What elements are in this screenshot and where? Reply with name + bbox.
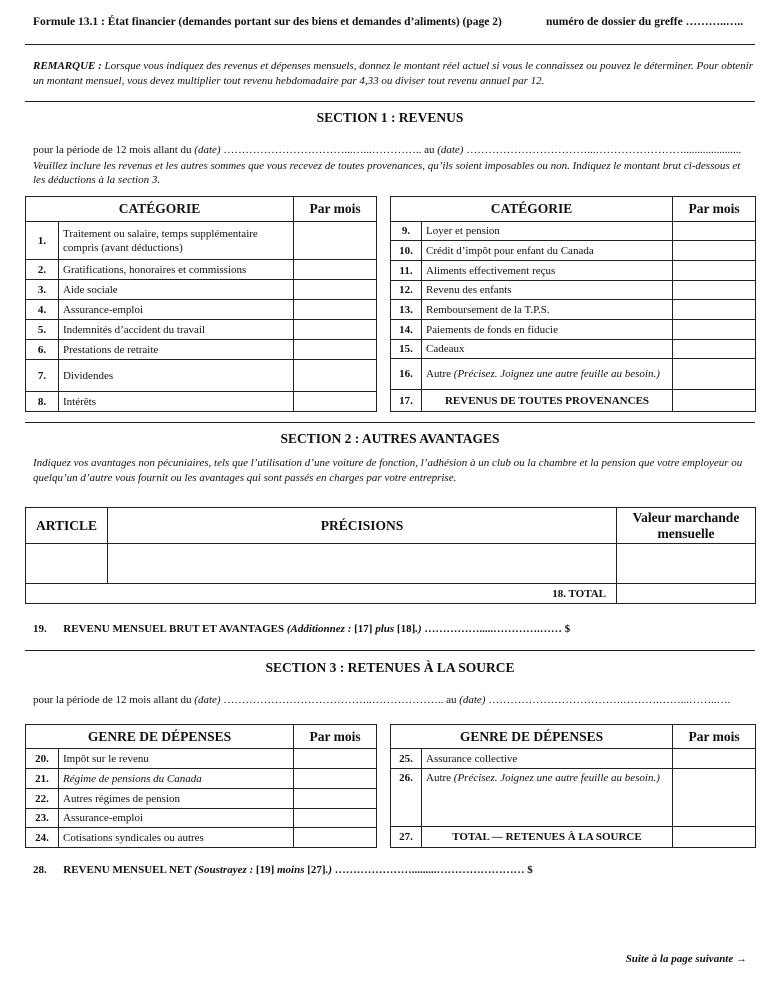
row-number: 9. xyxy=(391,222,422,241)
income-table-left xyxy=(25,196,377,412)
line-28-amount-field[interactable]: ………………….........…………………… $ xyxy=(332,864,533,876)
row-number: 8. xyxy=(26,392,59,412)
per-month-field[interactable] xyxy=(294,340,377,360)
per-month-field[interactable] xyxy=(294,769,377,789)
row-number: 15. xyxy=(391,340,422,359)
per-month-field[interactable] xyxy=(294,809,377,828)
section1-instructions: Veuillez inclure les revenus et les autres sommes que vous recevez de toutes provenances, qu’ils soient imposables ou non. Indiquez le montant brut ci-dessous et les déductions à la section 3. xyxy=(33,160,741,186)
table-row xyxy=(391,749,756,769)
remark-paragraph xyxy=(33,59,753,89)
ref-19: [19] xyxy=(255,864,275,876)
section2-instructions: Indiquez vos avantages non pécuniaires, tels que l’utilisation d’une voiture de fonction, l’adhésion à un club ou la chambre et la pension que votre employeur ou quelqu’un d’autre vous fournit ou les avantages qui sont passés en charges par votre entreprise. xyxy=(33,457,743,484)
row-label: Paiements de fonds en fiducie xyxy=(422,320,673,340)
per-month-field[interactable] xyxy=(294,222,377,260)
period-label: pour la période de 12 mois allant du xyxy=(33,694,192,706)
line-19-number: 19. xyxy=(33,623,47,635)
row-label xyxy=(422,359,673,390)
income-table-right xyxy=(390,196,756,412)
court-file-number[interactable]: numéro de dossier du greffe ………..….. xyxy=(546,16,744,28)
deductions-table-right xyxy=(390,724,756,848)
date-label: (date) xyxy=(194,694,221,706)
section2-title: SECTION 2 : AUTRES AVANTAGES xyxy=(280,431,500,446)
row-label: Crédit d’impôt pour enfant du Canada xyxy=(422,241,673,261)
remark-text: Lorsque vous indiquez des revenus et dépenses mensuels, donnez le montant réel actuel si vous le connaissez ou pouvez le déterminer. Pour obtenir un montant mensuel, vous devez multiplier tout revenu hebdomadaire par 4,33 ou diviser tout revenu annuel par 12. xyxy=(33,60,754,87)
row-number: 14. xyxy=(391,320,422,340)
per-month-field[interactable] xyxy=(294,300,377,320)
table-row xyxy=(391,300,756,320)
row-number: 13. xyxy=(391,300,422,320)
date-from-field[interactable]: …………………………………..……………….. xyxy=(220,694,447,706)
table-row xyxy=(26,749,377,769)
per-month-field[interactable] xyxy=(673,241,756,261)
per-month-field[interactable] xyxy=(673,827,756,848)
per-month-field[interactable] xyxy=(294,320,377,340)
deductions-table-left xyxy=(25,724,377,848)
row-label: Cotisations syndicales ou autres xyxy=(59,828,294,848)
row-number: 23. xyxy=(26,809,59,828)
ref-17: [17] xyxy=(354,623,373,635)
table-row xyxy=(391,222,756,241)
col-expense-type: GENRE DE DÉPENSES xyxy=(391,725,673,749)
row-label: Assurance-emploi xyxy=(59,809,294,828)
col-per-month: Par mois xyxy=(673,197,756,222)
to-label: au xyxy=(424,144,435,156)
table-row xyxy=(26,828,377,848)
row-label: Régime de pensions du Canada xyxy=(59,769,294,789)
per-month-field[interactable] xyxy=(673,261,756,281)
per-month-field[interactable] xyxy=(673,281,756,300)
minus-word: moins xyxy=(276,864,305,876)
col-category: CATÉGORIE xyxy=(391,197,673,222)
table-row xyxy=(26,769,377,789)
ref-18: [18] xyxy=(396,623,416,635)
period-label: pour la période de 12 mois allant du xyxy=(33,144,192,156)
col-expense-type: GENRE DE DÉPENSES xyxy=(26,725,294,749)
per-month-field[interactable] xyxy=(673,359,756,390)
table-row xyxy=(26,260,377,280)
table-row xyxy=(26,392,377,412)
row-label: Revenu des enfants xyxy=(422,281,673,300)
table-row xyxy=(391,261,756,281)
line-28-number: 28. xyxy=(33,864,47,876)
row-label: Gratifications, honoraires et commissions xyxy=(59,260,294,280)
total-18-field[interactable] xyxy=(617,584,756,604)
label-text: Autre xyxy=(426,772,454,784)
table-row xyxy=(26,789,377,809)
table-row xyxy=(391,340,756,359)
row-number: 17. xyxy=(391,390,422,412)
line-19-amount-field[interactable]: …………….....………….…… $ xyxy=(421,623,571,635)
per-month-field[interactable] xyxy=(673,390,756,412)
table-row xyxy=(391,827,756,848)
per-month-field[interactable] xyxy=(673,320,756,340)
table-row xyxy=(26,809,377,828)
table-row xyxy=(391,320,756,340)
row-label: Remboursement de la T.P.S. xyxy=(422,300,673,320)
per-month-field[interactable] xyxy=(294,260,377,280)
row-label: Cadeaux xyxy=(422,340,673,359)
row-number: 5. xyxy=(26,320,59,340)
col-details: PRÉCISIONS xyxy=(108,508,617,544)
per-month-field[interactable] xyxy=(294,789,377,809)
per-month-field[interactable] xyxy=(294,280,377,300)
row-number: 25. xyxy=(391,749,422,769)
form-title: Formule 13.1 : État financier (demandes portant sur des biens et demandes d’aliments) (page 2) xyxy=(33,16,502,28)
table-row xyxy=(26,360,377,392)
row-label: REVENUS DE TOUTES PROVENANCES xyxy=(422,390,673,412)
row-label: Intérêts xyxy=(59,392,294,412)
date-from-field[interactable]: ……………………………...…...………….. xyxy=(220,144,425,156)
label-note: (Précisez. Joignez une autre feuille au besoin.) xyxy=(453,367,660,380)
table-row xyxy=(26,320,377,340)
date-to-field[interactable]: ……………………………….……….……...……..…. xyxy=(485,694,731,706)
row-label: Assurance-emploi xyxy=(59,300,294,320)
table-row xyxy=(391,390,756,412)
formula-end: .) xyxy=(415,623,422,635)
to-label: au xyxy=(446,694,457,706)
row-number: 10. xyxy=(391,241,422,261)
date-label: (date) xyxy=(194,144,221,156)
section1-period[interactable] xyxy=(33,144,741,156)
row-number: 12. xyxy=(391,281,422,300)
market-value-field[interactable] xyxy=(617,544,756,584)
date-to-field[interactable]: ……………………………...……………………..................... xyxy=(463,144,742,156)
table-row xyxy=(391,359,756,390)
section3-period[interactable] xyxy=(33,694,730,706)
line-19-label: REVENU MENSUEL BRUT ET AVANTAGES xyxy=(63,623,285,635)
line-28-label: REVENU MENSUEL NET xyxy=(63,864,192,876)
row-label: Indemnités d’accident du travail xyxy=(59,320,294,340)
col-market-value: Valeur marchande mensuelle xyxy=(617,508,756,544)
formula-text: (Additionnez : xyxy=(286,623,352,635)
table-row xyxy=(26,340,377,360)
col-per-month: Par mois xyxy=(294,197,377,222)
row-number: 2. xyxy=(26,260,59,280)
row-number: 7. xyxy=(26,360,59,392)
total-18-label: 18. TOTAL xyxy=(26,584,617,604)
row-label: Prestations de retraite xyxy=(59,340,294,360)
table-row xyxy=(391,241,756,261)
col-per-month: Par mois xyxy=(673,725,756,749)
row-label: Impôt sur le revenu xyxy=(59,749,294,769)
row-label: Aide sociale xyxy=(59,280,294,300)
line-19[interactable] xyxy=(33,623,570,635)
remark-label: REMARQUE : xyxy=(33,60,102,72)
row-number: 24. xyxy=(26,828,59,848)
col-category: CATÉGORIE xyxy=(26,197,294,222)
row-number: 22. xyxy=(26,789,59,809)
row-number: 27. xyxy=(391,827,422,848)
col-article: ARTICLE xyxy=(26,508,108,544)
row-number: 1. xyxy=(26,222,59,260)
table-row xyxy=(26,280,377,300)
per-month-field[interactable] xyxy=(294,828,377,848)
row-label: Aliments effectivement reçus xyxy=(422,261,673,281)
row-number: 20. xyxy=(26,749,59,769)
per-month-field[interactable] xyxy=(673,749,756,769)
table-row xyxy=(26,300,377,320)
row-number: 4. xyxy=(26,300,59,320)
line-28[interactable] xyxy=(33,864,533,876)
plus-word: plus xyxy=(375,623,395,635)
date-label: (date) xyxy=(459,694,486,706)
ref-27: [27] xyxy=(307,864,326,876)
section3-title: SECTION 3 : RETENUES À LA SOURCE xyxy=(265,660,515,675)
article-field[interactable] xyxy=(26,544,108,584)
label-text: Autre xyxy=(426,367,454,380)
row-label: TOTAL — RETENUES À LA SOURCE xyxy=(422,827,673,848)
row-number: 16. xyxy=(391,359,422,390)
col-per-month: Par mois xyxy=(294,725,377,749)
row-number: 11. xyxy=(391,261,422,281)
per-month-field[interactable] xyxy=(673,300,756,320)
row-label xyxy=(422,769,673,827)
table-row xyxy=(391,769,756,827)
label-note: (Précisez. Joignez une autre feuille au besoin.) xyxy=(453,772,660,784)
row-number: 26. xyxy=(391,769,422,827)
continued-next-page: Suite à la page suivante → xyxy=(625,953,747,965)
section1-title: SECTION 1 : REVENUS xyxy=(316,110,464,125)
per-month-field[interactable] xyxy=(673,222,756,241)
per-month-field[interactable] xyxy=(294,392,377,412)
row-number: 3. xyxy=(26,280,59,300)
formula-text: (Soustrayez : xyxy=(194,864,254,876)
row-label: Assurance collective xyxy=(422,749,673,769)
per-month-field[interactable] xyxy=(294,749,377,769)
details-field[interactable] xyxy=(108,544,617,584)
formula-end: .) xyxy=(325,864,332,876)
row-number: 6. xyxy=(26,340,59,360)
benefits-table xyxy=(25,507,756,604)
row-label: Dividendes xyxy=(59,360,294,392)
row-label: Autres régimes de pension xyxy=(59,789,294,809)
row-number: 21. xyxy=(26,769,59,789)
per-month-field[interactable] xyxy=(294,360,377,392)
per-month-field[interactable] xyxy=(673,769,756,827)
table-row xyxy=(391,281,756,300)
row-label: Traitement ou salaire, temps supplémentaire compris (avant déductions) xyxy=(59,222,294,260)
per-month-field[interactable] xyxy=(673,340,756,359)
table-row xyxy=(26,222,377,260)
date-label: (date) xyxy=(437,144,464,156)
row-label: Loyer et pension xyxy=(422,222,673,241)
